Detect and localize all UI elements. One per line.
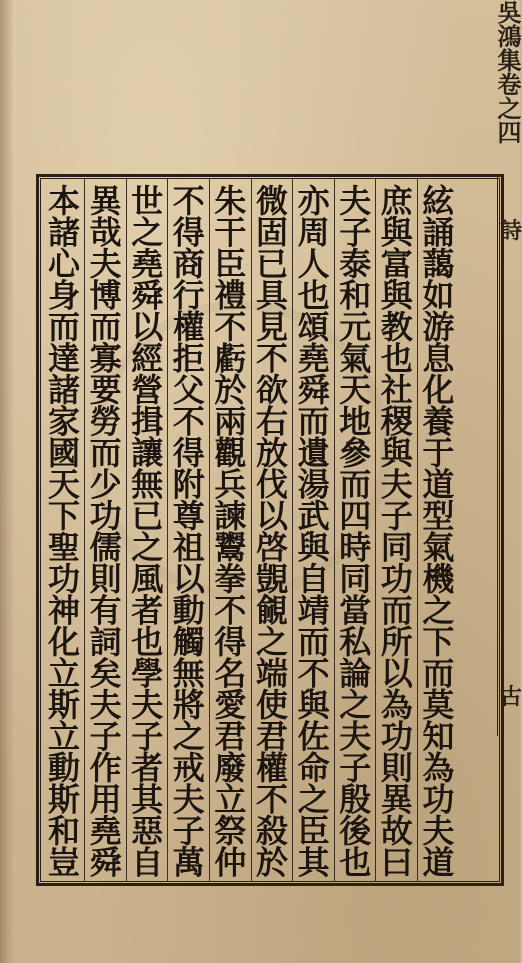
text-column-8: 世之堯舜以經營揖讓無已之風者也學夫子者其惡自: [126, 184, 165, 877]
margin-mark-poetry: 詩: [500, 218, 522, 244]
text-column-5: 微固已具見不欲右放伐以啓覬覦之端使君權不殺於: [251, 184, 289, 877]
text-column-10: 本諸心身而達諸家國天下聖功神化立斯立動斯和豈: [43, 184, 81, 877]
text-column-6: 朱干臣禮不虧於兩觀兵諫鬻拳不得名愛君廢立祭仲: [209, 184, 248, 877]
text-column-2: 庶與富與教也社稷與夫子同功而所以為功則異故曰: [375, 184, 414, 877]
text-column-3: 夫子泰和元氣天地參而四時同當私論之夫子殷後也: [334, 184, 373, 877]
fore-edge-volume-label: 吳鴻集卷之四: [493, 0, 522, 144]
margin-mark-ancient: 古: [500, 684, 522, 710]
text-column-4: 亦周人也頌堯舜而遺湯武與自靖而不與佐命之臣其: [292, 184, 331, 877]
text-column-7: 不得商行權拒父不得附尊祖以動觸無將之戒夫子萬: [167, 184, 206, 877]
text-column-9: 異哉夫博而寡要勞而少功儒則有詞矣夫子作用堯舜: [84, 184, 123, 877]
text-column-1: 絃誦藹如游息化養于道型氣機之下而莫知為功夫道: [417, 184, 456, 877]
page-binding-shadow: [0, 0, 14, 963]
fore-edge-rule: [497, 176, 498, 736]
